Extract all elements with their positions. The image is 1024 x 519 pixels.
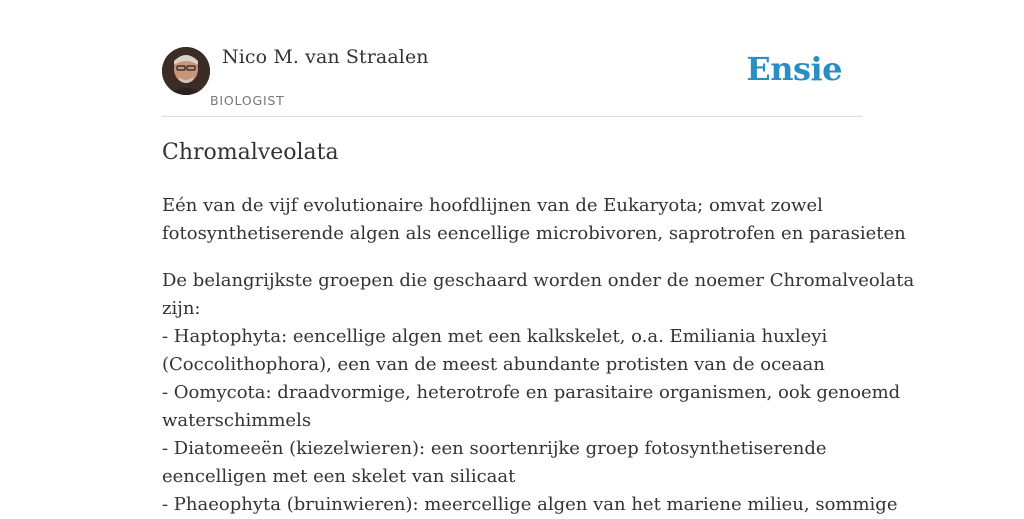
body-line: - Diatomeeën (kiezelwieren): een soortenrijke groep fotosynthetiserende xyxy=(162,438,827,459)
body-line: waterschimmels xyxy=(162,410,312,431)
body-line: - Haptophyta: eencellige algen met een kalkskelet, o.a. Emiliania huxleyi xyxy=(162,326,828,347)
body-line: - Oomycota: draadvormige, heterotrofe en parasitaire organismen, ook genoemd xyxy=(162,382,901,403)
summary-line: fotosynthetiserende algen als eencellige microbivoren, saprotrofen en parasieten xyxy=(162,223,906,244)
brand-logo[interactable]: Ensie xyxy=(746,50,842,88)
body-line: zijn: xyxy=(162,298,201,319)
body-line: eencelligen met een skelet van silicaat xyxy=(162,466,516,487)
avatar-image xyxy=(162,47,210,95)
article-summary xyxy=(162,192,906,248)
author-role: BIOLOGIST xyxy=(210,93,285,108)
article-body xyxy=(162,267,915,519)
summary-line: Eén van de vijf evolutionaire hoofdlijnen van de Eukaryota; omvat zowel xyxy=(162,195,823,216)
page-container xyxy=(162,0,915,515)
author-avatar[interactable] xyxy=(162,47,210,95)
author-header xyxy=(162,0,862,117)
author-name[interactable]: Nico M. van Straalen xyxy=(222,46,429,68)
body-line: De belangrijkste groepen die geschaard worden onder de noemer Chromalveolata xyxy=(162,270,915,291)
body-line: - Phaeophyta (bruinwieren): meercellige algen van het mariene milieu, sommige xyxy=(162,494,898,515)
article-title: Chromalveolata xyxy=(162,140,339,165)
body-line: (Coccolithophora), een van de meest abundante protisten van de oceaan xyxy=(162,354,825,375)
